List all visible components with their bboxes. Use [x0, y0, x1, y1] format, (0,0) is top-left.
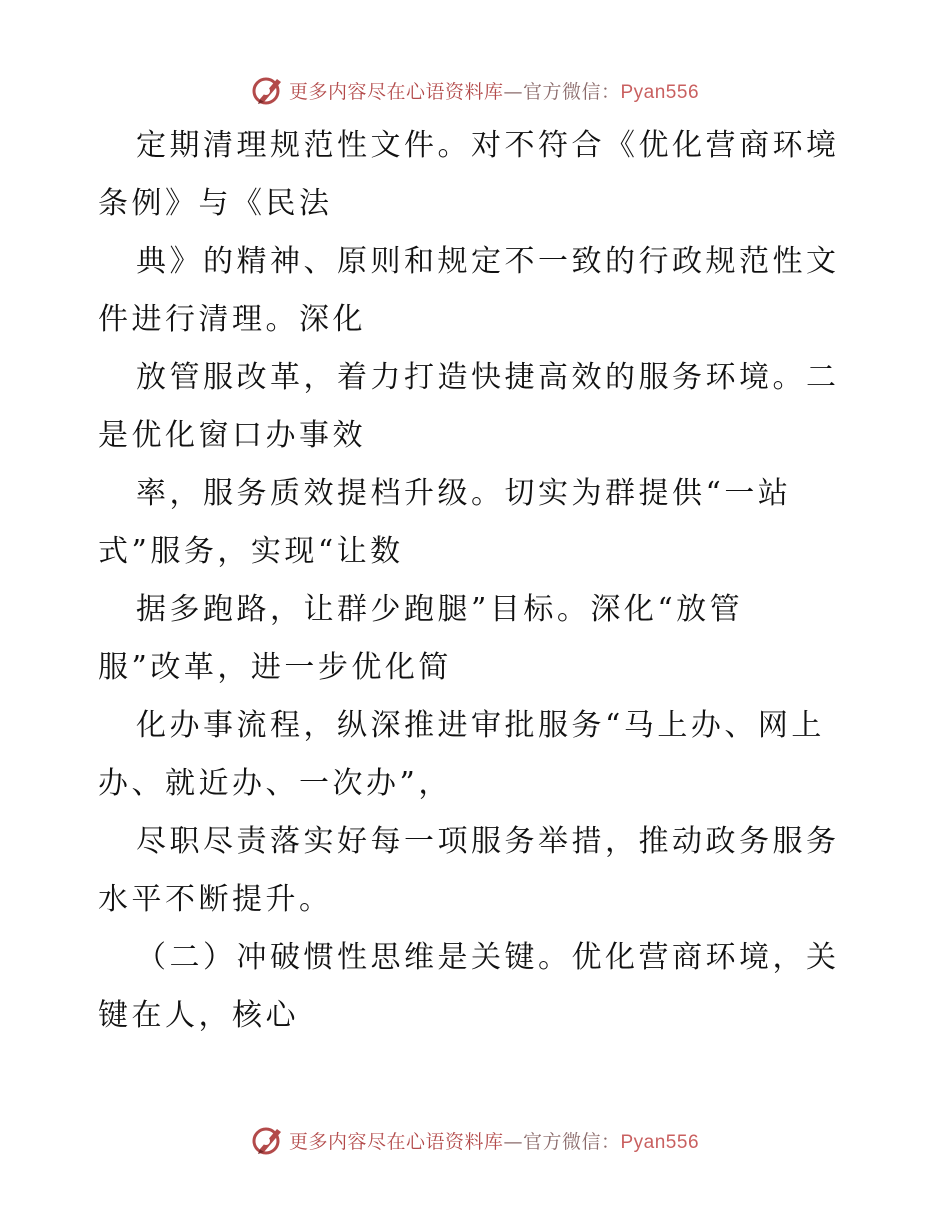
- text-line: 服”改革，进一步优化简: [98, 650, 452, 685]
- text-line: （二）冲破惯性思维是关键。优化营商环境，关: [136, 940, 840, 975]
- watermark-banner-bottom: [0, 1120, 950, 1160]
- text-line: 条例》与《民法: [98, 186, 333, 221]
- text-line: 定期清理规范性文件。对不符合《优化营商环境: [136, 128, 840, 163]
- watermark-official-label: 官方微信：: [522, 1130, 621, 1153]
- watermark-separator: —: [503, 80, 523, 103]
- text-line: 放管服改革，着力打造快捷高效的服务环境。二: [136, 360, 840, 395]
- text-line: 件进行清理。深化: [98, 302, 366, 337]
- text-line: 键在人，核心: [98, 998, 299, 1033]
- text-line: 化办事流程，纵深推进审批服务“马上办、网上: [136, 708, 825, 743]
- pen-logo-icon: [251, 73, 285, 107]
- watermark-separator: —: [503, 1130, 523, 1153]
- watermark-banner-top: [0, 70, 950, 110]
- text-line: 尽职尽责落实好每一项服务举措，推动政务服务: [136, 824, 840, 859]
- watermark-text: [289, 77, 699, 104]
- watermark-official-label: 官方微信：: [522, 80, 621, 103]
- text-line: 典》的精神、原则和规定不一致的行政规范性文: [136, 244, 840, 279]
- text-line: 式”服务，实现“让数: [98, 534, 404, 569]
- watermark-text: [289, 1127, 699, 1154]
- watermark-wechat-id: Pyan556: [620, 1131, 700, 1153]
- watermark-main: 更多内容尽在心语资料库: [288, 1130, 504, 1153]
- pen-logo-icon: [251, 1123, 285, 1157]
- text-line: 据多跑路，让群少跑腿”目标。深化“放管: [136, 592, 744, 627]
- watermark-wechat-id: Pyan556: [620, 81, 700, 103]
- text-line: 率，服务质效提档升级。切实为群提供“一站: [136, 476, 792, 511]
- text-line: 是优化窗口办事效: [98, 418, 366, 453]
- watermark-main: 更多内容尽在心语资料库: [288, 80, 504, 103]
- text-line: 办、就近办、一次办”，: [98, 766, 452, 801]
- text-line: 水平不断提升。: [98, 882, 333, 917]
